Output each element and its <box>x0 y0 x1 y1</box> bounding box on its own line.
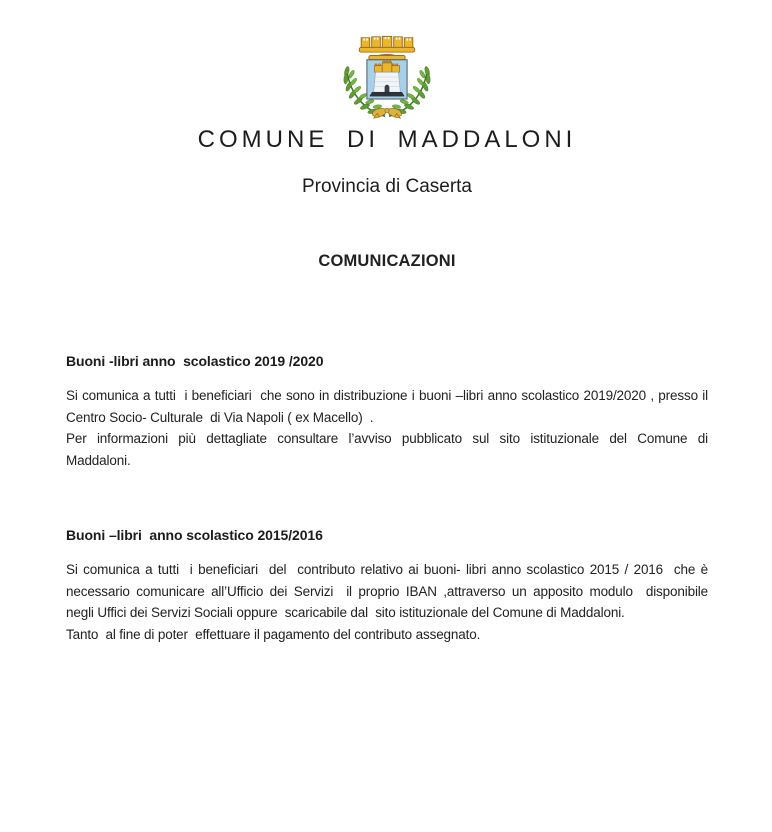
section-buoni-libri-2019-2020 <box>66 353 708 472</box>
document-page <box>0 33 772 646</box>
paragraph-line: Si comunica a tutti i beneficiari del contributo relativo ai buoni- libri anno scolastico 2015 / 2016 che è <box>66 561 708 577</box>
paragraph-line: necessario comunicare all’Ufficio dei Servizi il proprio IBAN ,attraverso un apposito modulo disponibile <box>66 583 708 599</box>
coat-of-arms <box>335 33 439 121</box>
header-subtitle: Provincia di Caserta <box>301 176 473 197</box>
coat-of-arms-icon <box>337 33 437 121</box>
shield-icon <box>367 60 407 99</box>
section-heading: Buoni –libri anno scolastico 2015/2016 <box>66 526 323 543</box>
paragraph-line: Centro Socio- Culturale di Via Napoli ( ex Macello) . <box>66 409 374 425</box>
page-title: COMUNE DI MADDALONI <box>197 126 577 153</box>
mural-crown-icon <box>359 36 414 59</box>
paragraph-line: Si comunica a tutti i beneficiari che sono in distribuzione i buoni –libri anno scolastico 2019/2020 , presso il <box>66 388 708 403</box>
section-paragraph <box>66 385 708 472</box>
document-heading: COMUNICAZIONI <box>318 252 456 270</box>
section-heading: Buoni -libri anno scolastico 2019 /2020 <box>66 353 324 369</box>
paragraph-line: Maddaloni. <box>66 453 131 469</box>
castle-icon <box>370 61 404 96</box>
paragraph-line: Tanto al fine di poter effettuare il pagamento del contributo assegnato. <box>66 626 481 642</box>
section-paragraph <box>66 559 708 646</box>
paragraph-line: Per informazioni più dettagliate consultare l’avviso pubblicato sul sito istituzionale del Comune di <box>66 431 708 447</box>
section-buoni-libri-2015-2016 <box>66 527 708 646</box>
ribbon-icon <box>373 108 402 118</box>
paragraph-line: negli Uffici dei Servizi Sociali oppure scaricabile dal sito istituzionale del Comune di Maddaloni. <box>66 605 625 621</box>
